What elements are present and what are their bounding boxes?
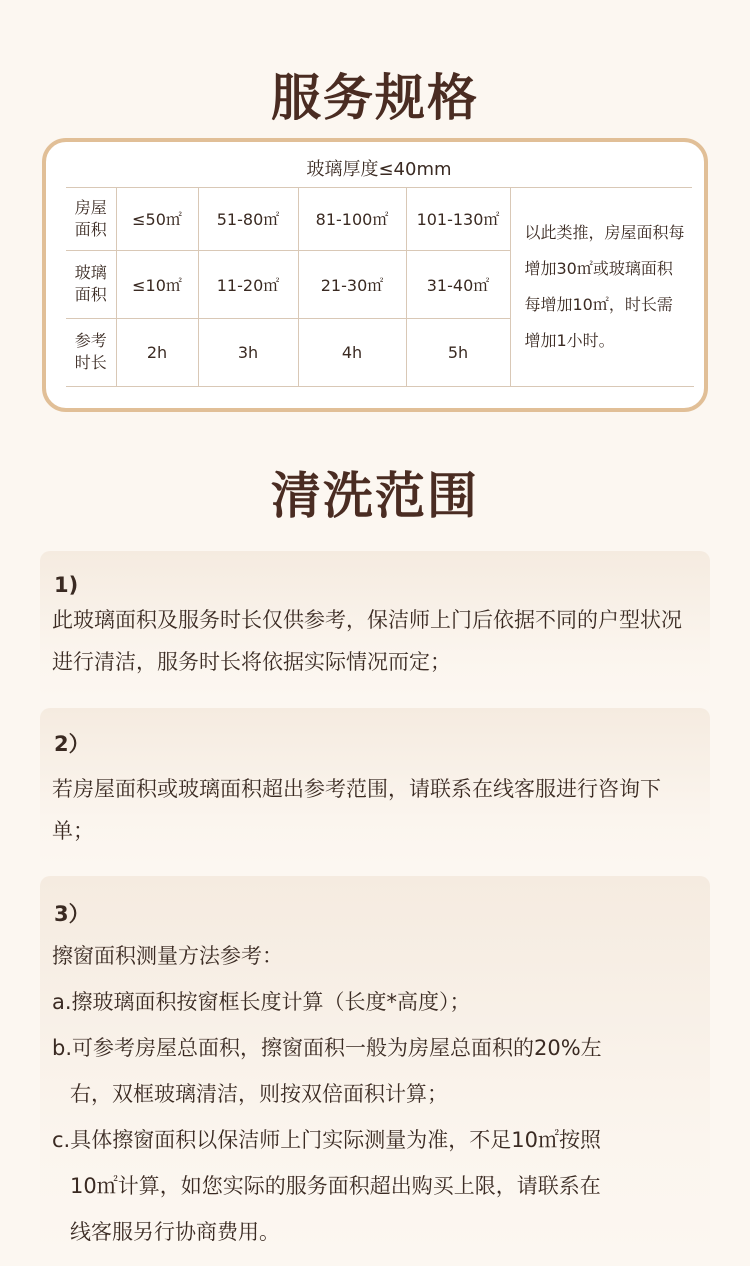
table-row <box>66 188 694 250</box>
scope-item-3 <box>40 876 710 1256</box>
scope-item-1 <box>40 551 710 699</box>
table-cell: 4h <box>298 318 406 386</box>
glass-thickness-header: 玻璃厚度≤40mm <box>66 152 692 188</box>
scope-section-title: 清洗范围 <box>271 467 479 525</box>
item-number: 2） <box>54 732 90 756</box>
method-b-line1: b.可参考房屋总面积，擦窗面积一般为房屋总面积的20%左 <box>52 1036 602 1060</box>
table-cell: 5h <box>406 318 510 386</box>
item-number: 1) <box>54 573 79 597</box>
table-cell: 21-30㎡ <box>298 250 406 318</box>
measurement-intro: 擦窗面积测量方法参考： <box>52 944 283 968</box>
row-label-house-area <box>66 188 116 250</box>
table-cell: 11-20㎡ <box>198 250 298 318</box>
table-cell: 31-40㎡ <box>406 250 510 318</box>
scope-item-2 <box>40 708 710 866</box>
table-cell: 81-100㎡ <box>298 188 406 250</box>
item-number: 3） <box>54 902 90 926</box>
method-b-line2: 右，双框玻璃清洁，则按双倍面积计算； <box>70 1082 448 1106</box>
row-label-text: 玻璃 面积 <box>74 263 107 304</box>
spec-card <box>42 138 708 412</box>
item-text: 若房屋面积或玻璃面积超出参考范围，请联系在线客服进行咨询下单； <box>52 777 661 843</box>
row-label-text: 参考 时长 <box>74 331 107 372</box>
table-cell: 51-80㎡ <box>198 188 298 250</box>
table-cell: 101-130㎡ <box>406 188 510 250</box>
table-cell: ≤10㎡ <box>116 250 198 318</box>
row-label-text: 房屋 面积 <box>74 197 107 239</box>
spec-section-title: 服务规格 <box>271 69 479 127</box>
method-a: a.擦玻璃面积按窗框长度计算（长度*高度）； <box>52 990 471 1014</box>
scaling-note: 以此类推，房屋面积每增加30㎡或玻璃面积每增加10㎡，时长需增加1小时。 <box>510 188 694 386</box>
table-cell: 2h <box>116 318 198 386</box>
table-cell: 3h <box>198 318 298 386</box>
method-c-line3: 线客服另行协商费用。 <box>70 1220 280 1244</box>
method-c-line1: c.具体擦窗面积以保洁师上门实际测量为准，不足10㎡按照 <box>52 1128 601 1152</box>
method-c-line2: 10㎡计算，如您实际的服务面积超出购买上限，请联系在 <box>70 1174 601 1198</box>
row-label-duration <box>66 318 116 386</box>
item-text: 此玻璃面积及服务时长仅供参考，保洁师上门后依据不同的户型状况进行清洁，服务时长将依据实际情况而定； <box>52 608 682 674</box>
spec-table <box>66 188 694 387</box>
table-cell: ≤50㎡ <box>116 188 198 250</box>
row-label-glass-area <box>66 250 116 318</box>
